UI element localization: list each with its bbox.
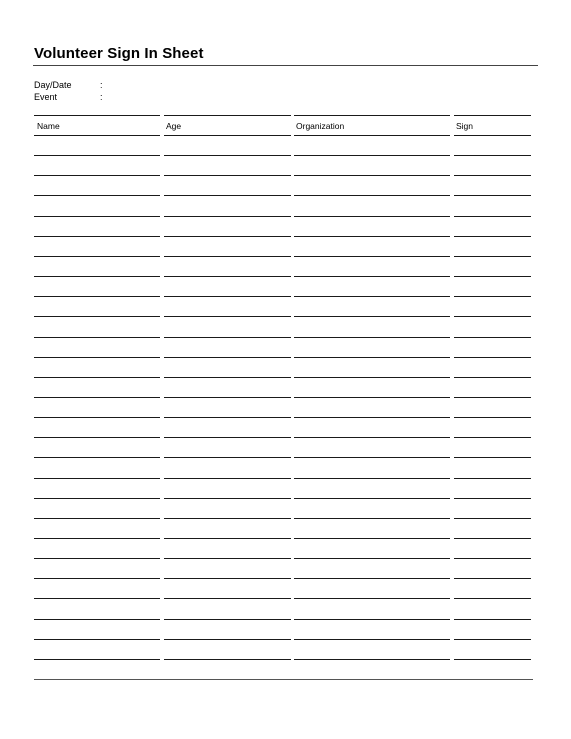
entry-line-age[interactable] [164, 417, 291, 418]
entry-line-name[interactable] [34, 296, 160, 297]
entry-line-organization[interactable] [294, 377, 450, 378]
entry-line-name[interactable] [34, 236, 160, 237]
entry-line-sign[interactable] [454, 195, 531, 196]
entry-line-organization[interactable] [294, 236, 450, 237]
header-top-rule-organization [294, 115, 450, 116]
meta-label-event: Event [34, 92, 58, 102]
entry-line-sign[interactable] [454, 256, 531, 257]
entry-line-name[interactable] [34, 437, 160, 438]
entry-line-name[interactable] [34, 498, 160, 499]
entry-line-organization[interactable] [294, 659, 450, 660]
entry-line-sign[interactable] [454, 498, 531, 499]
entry-line-organization[interactable] [294, 619, 450, 620]
entry-line-age[interactable] [164, 538, 291, 539]
entry-line-organization[interactable] [294, 639, 450, 640]
column-header-organization: Organization [296, 121, 345, 131]
entry-line-sign[interactable] [454, 276, 531, 277]
entry-line-sign[interactable] [454, 135, 531, 136]
entry-line-name[interactable] [34, 639, 160, 640]
entry-line-age[interactable] [164, 357, 291, 358]
entry-line-age[interactable] [164, 397, 291, 398]
entry-line-sign[interactable] [454, 437, 531, 438]
entry-line-organization[interactable] [294, 195, 450, 196]
entry-line-sign[interactable] [454, 659, 531, 660]
entry-line-organization[interactable] [294, 135, 450, 136]
entry-line-organization[interactable] [294, 337, 450, 338]
entry-line-organization[interactable] [294, 417, 450, 418]
entry-line-age[interactable] [164, 337, 291, 338]
entry-line-name[interactable] [34, 357, 160, 358]
entry-line-age[interactable] [164, 135, 291, 136]
entry-line-age[interactable] [164, 659, 291, 660]
entry-line-organization[interactable] [294, 276, 450, 277]
entry-line-name[interactable] [34, 558, 160, 559]
entry-line-organization[interactable] [294, 296, 450, 297]
entry-line-age[interactable] [164, 155, 291, 156]
entry-line-name[interactable] [34, 377, 160, 378]
meta-field-day-date [34, 80, 110, 90]
entry-line-sign[interactable] [454, 175, 531, 176]
header-top-rule-name [34, 115, 160, 116]
entry-line-name[interactable] [34, 216, 160, 217]
entry-line-sign[interactable] [454, 598, 531, 599]
entry-line-sign[interactable] [454, 619, 531, 620]
meta-separator-event: : [100, 92, 103, 102]
page-title: Volunteer Sign In Sheet [34, 45, 204, 62]
entry-line-age[interactable] [164, 377, 291, 378]
entry-line-organization[interactable] [294, 256, 450, 257]
entry-line-sign[interactable] [454, 397, 531, 398]
entry-line-sign[interactable] [454, 337, 531, 338]
column-header-name: Name [37, 121, 60, 131]
entry-line-age[interactable] [164, 276, 291, 277]
entry-line-age[interactable] [164, 598, 291, 599]
entry-line-name[interactable] [34, 337, 160, 338]
entry-line-name[interactable] [34, 619, 160, 620]
entry-line-sign[interactable] [454, 216, 531, 217]
entry-line-sign[interactable] [454, 296, 531, 297]
entry-line-name[interactable] [34, 538, 160, 539]
entry-line-sign[interactable] [454, 377, 531, 378]
entry-line-organization[interactable] [294, 316, 450, 317]
meta-separator-day-date: : [100, 80, 103, 90]
entry-line-age[interactable] [164, 518, 291, 519]
entry-line-organization[interactable] [294, 558, 450, 559]
entry-line-sign[interactable] [454, 457, 531, 458]
entry-line-organization[interactable] [294, 216, 450, 217]
entry-line-organization[interactable] [294, 578, 450, 579]
entry-line-age[interactable] [164, 498, 291, 499]
entry-line-name[interactable] [34, 457, 160, 458]
entry-line-age[interactable] [164, 195, 291, 196]
title-underline [33, 65, 538, 66]
entry-line-organization[interactable] [294, 518, 450, 519]
entry-line-name[interactable] [34, 316, 160, 317]
entry-line-sign[interactable] [454, 478, 531, 479]
entry-line-organization[interactable] [294, 598, 450, 599]
entry-line-age[interactable] [164, 558, 291, 559]
entry-line-organization[interactable] [294, 175, 450, 176]
entry-line-sign[interactable] [454, 538, 531, 539]
entry-line-sign[interactable] [454, 417, 531, 418]
entry-line-organization[interactable] [294, 397, 450, 398]
entry-line-age[interactable] [164, 236, 291, 237]
entry-line-age[interactable] [164, 619, 291, 620]
entry-line-sign[interactable] [454, 578, 531, 579]
meta-field-event [34, 92, 110, 102]
entry-line-organization[interactable] [294, 437, 450, 438]
entry-line-sign[interactable] [454, 357, 531, 358]
entry-line-name[interactable] [34, 478, 160, 479]
entry-line-organization[interactable] [294, 155, 450, 156]
column-header-sign: Sign [456, 121, 474, 131]
entry-line-age[interactable] [164, 639, 291, 640]
column-header-age: Age [166, 121, 182, 131]
entry-line-name[interactable] [34, 155, 160, 156]
entry-line-age[interactable] [164, 296, 291, 297]
entry-line-age[interactable] [164, 216, 291, 217]
entry-line-age[interactable] [164, 578, 291, 579]
entry-line-sign[interactable] [454, 518, 531, 519]
table-bottom-rule [34, 679, 533, 680]
header-top-rule-age [164, 115, 291, 116]
entry-line-age[interactable] [164, 437, 291, 438]
entry-line-name[interactable] [34, 276, 160, 277]
meta-label-day-date: Day/Date [34, 80, 72, 90]
entry-line-organization[interactable] [294, 538, 450, 539]
entry-line-organization[interactable] [294, 357, 450, 358]
header-top-rule-sign [454, 115, 531, 116]
entry-line-name[interactable] [34, 135, 160, 136]
entry-line-sign[interactable] [454, 155, 531, 156]
entry-line-organization[interactable] [294, 457, 450, 458]
entry-line-name[interactable] [34, 195, 160, 196]
entry-line-name[interactable] [34, 256, 160, 257]
entry-line-name[interactable] [34, 578, 160, 579]
entry-line-name[interactable] [34, 397, 160, 398]
entry-line-name[interactable] [34, 598, 160, 599]
entry-line-age[interactable] [164, 175, 291, 176]
entry-line-name[interactable] [34, 518, 160, 519]
entry-line-sign[interactable] [454, 236, 531, 237]
entry-line-organization[interactable] [294, 498, 450, 499]
entry-line-sign[interactable] [454, 558, 531, 559]
entry-line-sign[interactable] [454, 639, 531, 640]
entry-line-age[interactable] [164, 457, 291, 458]
entry-line-name[interactable] [34, 659, 160, 660]
entry-line-age[interactable] [164, 256, 291, 257]
entry-line-sign[interactable] [454, 316, 531, 317]
entry-line-age[interactable] [164, 316, 291, 317]
entry-line-name[interactable] [34, 417, 160, 418]
entry-line-organization[interactable] [294, 478, 450, 479]
entry-line-age[interactable] [164, 478, 291, 479]
entry-line-name[interactable] [34, 175, 160, 176]
